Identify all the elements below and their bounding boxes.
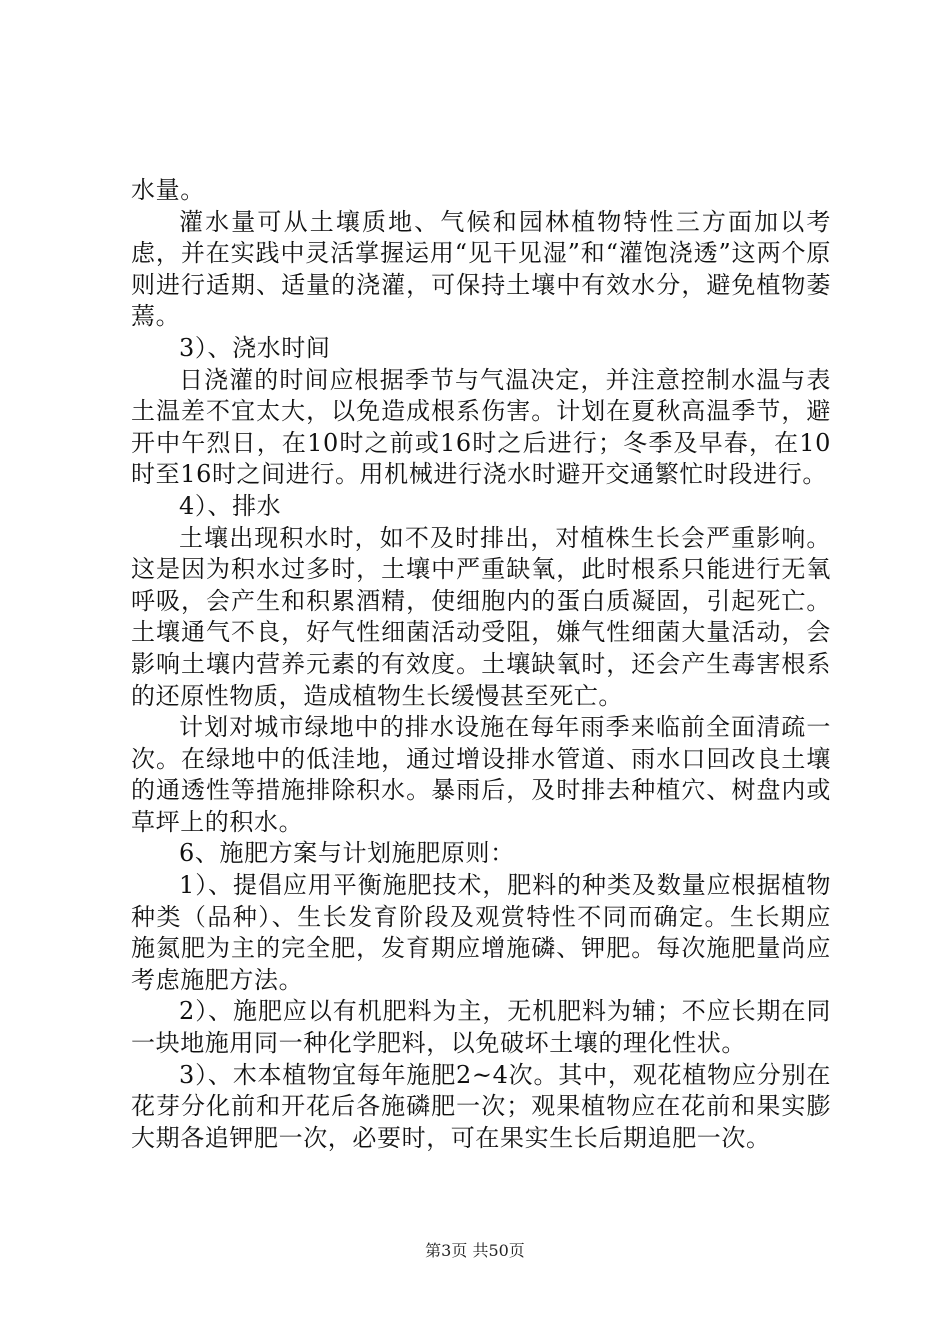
page-footer: 第3页 共50页	[425, 1241, 525, 1260]
paragraph-irrigation-amount: 灌水量可从土壤质地、气候和园林植物特性三方面加以考虑，并在实践中灵活掌握运用“见干见湿”和“灌饱浇透”这两个原则进行适期、适量的浇灌，可保持土壤中有效水分，避免植物萎蔫。	[131, 207, 831, 331]
paragraph-fertilization-2: 2）、施肥应以有机肥料为主，无机肥料为辅；不应长期在同一块地施用同一种化学肥料，以免破坏土壤的理化性状。	[131, 997, 831, 1058]
paragraph-watering-time: 日浇灌的时间应根据季节与气温决定，并注意控制水温与表土温差不宜太大，以免造成根系伤害。计划在夏秋高温季节，避开中午烈日，在10时之前或16时之后进行；冬季及早春，在10时至16时之间进行。用机械进行浇水时避开交通繁忙时段进行。	[131, 365, 831, 489]
paragraph-drainage-plan: 计划对城市绿地中的排水设施在每年雨季来临前全面清疏一次。在绿地中的低洼地，通过增设排水管道、雨水口回改良土壤的通透性等措施排除积水。暴雨后，及时排去种植穴、树盘内或草坪上的积水。	[131, 713, 831, 836]
heading-watering-time: 3）、浇水时间	[179, 333, 331, 362]
heading-fertilization: 6、施肥方案与计划施肥原则：	[179, 839, 515, 868]
document-body	[131, 175, 831, 1154]
paragraph-fertilization-3: 3）、木本植物宜每年施肥2~4次。其中，观花植物应分别在花芽分化前和开花后各施磷肥一次；观果植物应在花前和果实膨大期各追钾肥一次，必要时，可在果实生长后期追肥一次。	[131, 1060, 831, 1152]
paragraph-fertilization-1: 1）、提倡应用平衡施肥技术，肥料的种类及数量应根据植物种类（品种）、生长发育阶段及观赏特性不同而确定。生长期应施氮肥为主的完全肥，发育期应增施磷、钾肥。每次施肥量尚应考虑施肥方法。	[131, 871, 831, 994]
paragraph-continuation: 水量。	[131, 176, 205, 204]
heading-drainage: 4）、排水	[179, 491, 282, 520]
paragraph-drainage: 土壤出现积水时，如不及时排出，对植株生长会严重影响。这是因为积水过多时，土壤中严重缺氧，此时根系只能进行无氧呼吸，会产生和积累酒精，使细胞内的蛋白质凝固，引起死亡。土壤通气不良，好气性细菌活动受阻，嫌气性细菌大量活动，会影响土壤内营养元素的有效度。土壤缺氧时，还会产生毒害根系的还原性物质，造成植物生长缓慢甚至死亡。	[131, 523, 831, 710]
